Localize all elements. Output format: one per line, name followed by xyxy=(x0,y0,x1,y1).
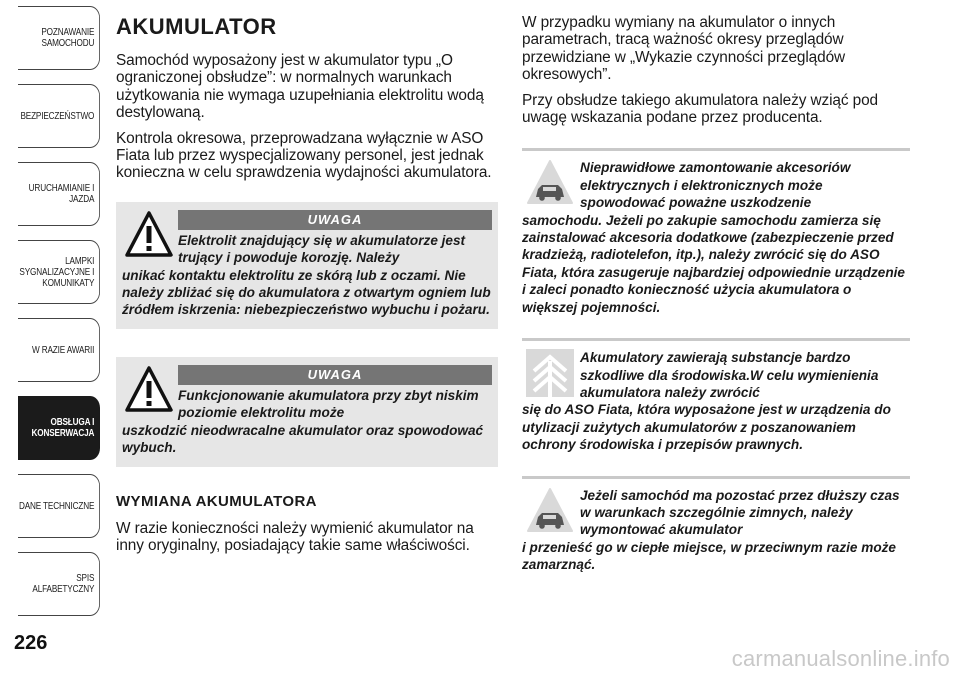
tab-label: URUCHAMIANIE I JAZDA xyxy=(28,183,95,205)
tab-obsluga-active[interactable] xyxy=(18,396,100,460)
page-number: 226 xyxy=(14,632,48,654)
left-column xyxy=(116,14,498,562)
right-column xyxy=(522,14,910,588)
warning-text-rest: uszkodzić nieodwracalne akumulator oraz spowodować wybuch. xyxy=(122,422,484,456)
chapter-tabs xyxy=(0,0,100,630)
tab-poznawanie[interactable] xyxy=(18,6,100,70)
warning-label: UWAGA xyxy=(178,210,492,230)
warning-text xyxy=(122,232,492,319)
note-text-indented: Jeżeli samochód ma pozostać przez dłuższy czas w warunkach szczególnie zimnych, należy wymontować akumulator xyxy=(580,487,900,538)
note-text xyxy=(522,349,910,453)
note-box xyxy=(522,148,910,316)
note-box xyxy=(522,476,910,574)
tab-bezpieczenstwo[interactable] xyxy=(18,84,100,148)
warning-triangle-icon xyxy=(124,210,174,260)
warning-text-rest: unikać kontaktu elektrolitu ze skórą lub z oczami. Nie należy zbliżać się do akumulatora z otwartym ogniem lub źródłem iskrzenia: niebezpieczeństwo wybuchu i pożaru. xyxy=(122,267,491,318)
tab-label: OBSŁUGA I KONSERWACJA xyxy=(31,417,95,439)
warning-box xyxy=(116,202,498,329)
note-text xyxy=(522,159,910,316)
tab-spis[interactable] xyxy=(18,552,100,616)
paragraph: Kontrola okresowa, przeprowadzana wyłącznie w ASO Fiata lub przez wyspecjalizowany personel, jest jednak konieczna w celu sprawdzenia wydajności akumulatora. xyxy=(116,129,492,182)
tab-lampki[interactable] xyxy=(18,240,100,304)
tab-label: SPIS ALFABETYCZNY xyxy=(32,573,95,595)
tab-uruchamianie[interactable] xyxy=(18,162,100,226)
tab-label: POZNAWANIE SAMOCHODU xyxy=(41,27,95,49)
tab-w-razie-awarii[interactable] xyxy=(18,318,100,382)
warning-text-indented: Funkcjonowanie akumulatora przy zbyt niskim poziomie elektrolitu może xyxy=(178,387,479,421)
note-text xyxy=(522,487,910,574)
paragraph: Samochód wyposażony jest w akumulator typu „O ograniczonej obsłudze”: w normalnych warunkach użytkowania nie wymaga uzupełniania elektrolitu wodą destylowaną. xyxy=(116,52,484,122)
note-text-indented: Nieprawidłowe zamontowanie akcesoriów elektrycznych i elektronicznych może spowodować poważne uszkodzenie xyxy=(580,160,851,211)
note-text-indented: Akumulatory zawierają substancje bardzo szkodliwe dla środowiska.W celu wymienienia akumulatora należy zwrócić xyxy=(580,350,879,400)
warning-text-indented: Elektrolit znajdujący się w akumulatorze jest trujący i powoduje korozję. Należy xyxy=(178,232,466,266)
note-text-rest: i przenieść go w ciepłe miejsce, w przeciwnym razie może zamarznąć. xyxy=(522,539,896,573)
tab-label: W RAZIE AWARII xyxy=(32,344,95,356)
note-box xyxy=(522,338,910,453)
tree-environment-icon xyxy=(526,349,574,397)
subsection-title: WYMIANA AKUMULATORA xyxy=(116,492,317,510)
warning-text xyxy=(122,387,492,457)
warning-triangle-icon xyxy=(124,365,174,415)
car-warning-icon xyxy=(526,487,574,535)
watermark: carmanualsonline.info xyxy=(731,646,950,671)
paragraph: W razie konieczności należy wymienić akumulator na inny oryginalny, posiadający takie same właściwości. xyxy=(116,519,474,554)
car-warning-icon xyxy=(526,159,574,207)
tab-label: LAMPKI SYGNALIZACYJNE I KOMUNIKATY xyxy=(19,255,95,289)
warning-label: UWAGA xyxy=(178,365,492,385)
tab-label: DANE TECHNICZNE xyxy=(18,500,95,512)
paragraph: Przy obsłudze takiego akumulatora należy wziąć pod uwagę wskazania podane przez producenta. xyxy=(522,91,879,127)
warning-box xyxy=(116,357,498,467)
section-title: AKUMULATOR xyxy=(116,14,277,39)
tab-label: BEZPIECZEŃSTWO xyxy=(20,110,95,122)
paragraph: W przypadku wymiany na akumulator o innych parametrach, tracą ważność okresy przeglądów przewidziane w „Wykazie czynności przeglądów okresowych”. xyxy=(522,14,846,84)
note-text-rest: się do ASO Fiata, która wyposażone jest w urządzenia do utylizacji zużytych akumulatorów z poszanowaniem ochrony środowiska i przepisów prawnych. xyxy=(522,402,891,453)
tab-dane-techniczne[interactable] xyxy=(18,474,100,538)
note-text-rest: samochodu. Jeżeli po zakupie samochodu zamierza się zainstalować akcesoria dodatkowe (zabezpieczenie przed kradzieżą, radiotelefon, itp.), należy zwrócić się do ASO Fiata, która zasugeruje najbardziej odpowiednie urządzenie i zaleci ponadto konieczność użycia akumulatora o większej pojemności. xyxy=(522,212,905,315)
